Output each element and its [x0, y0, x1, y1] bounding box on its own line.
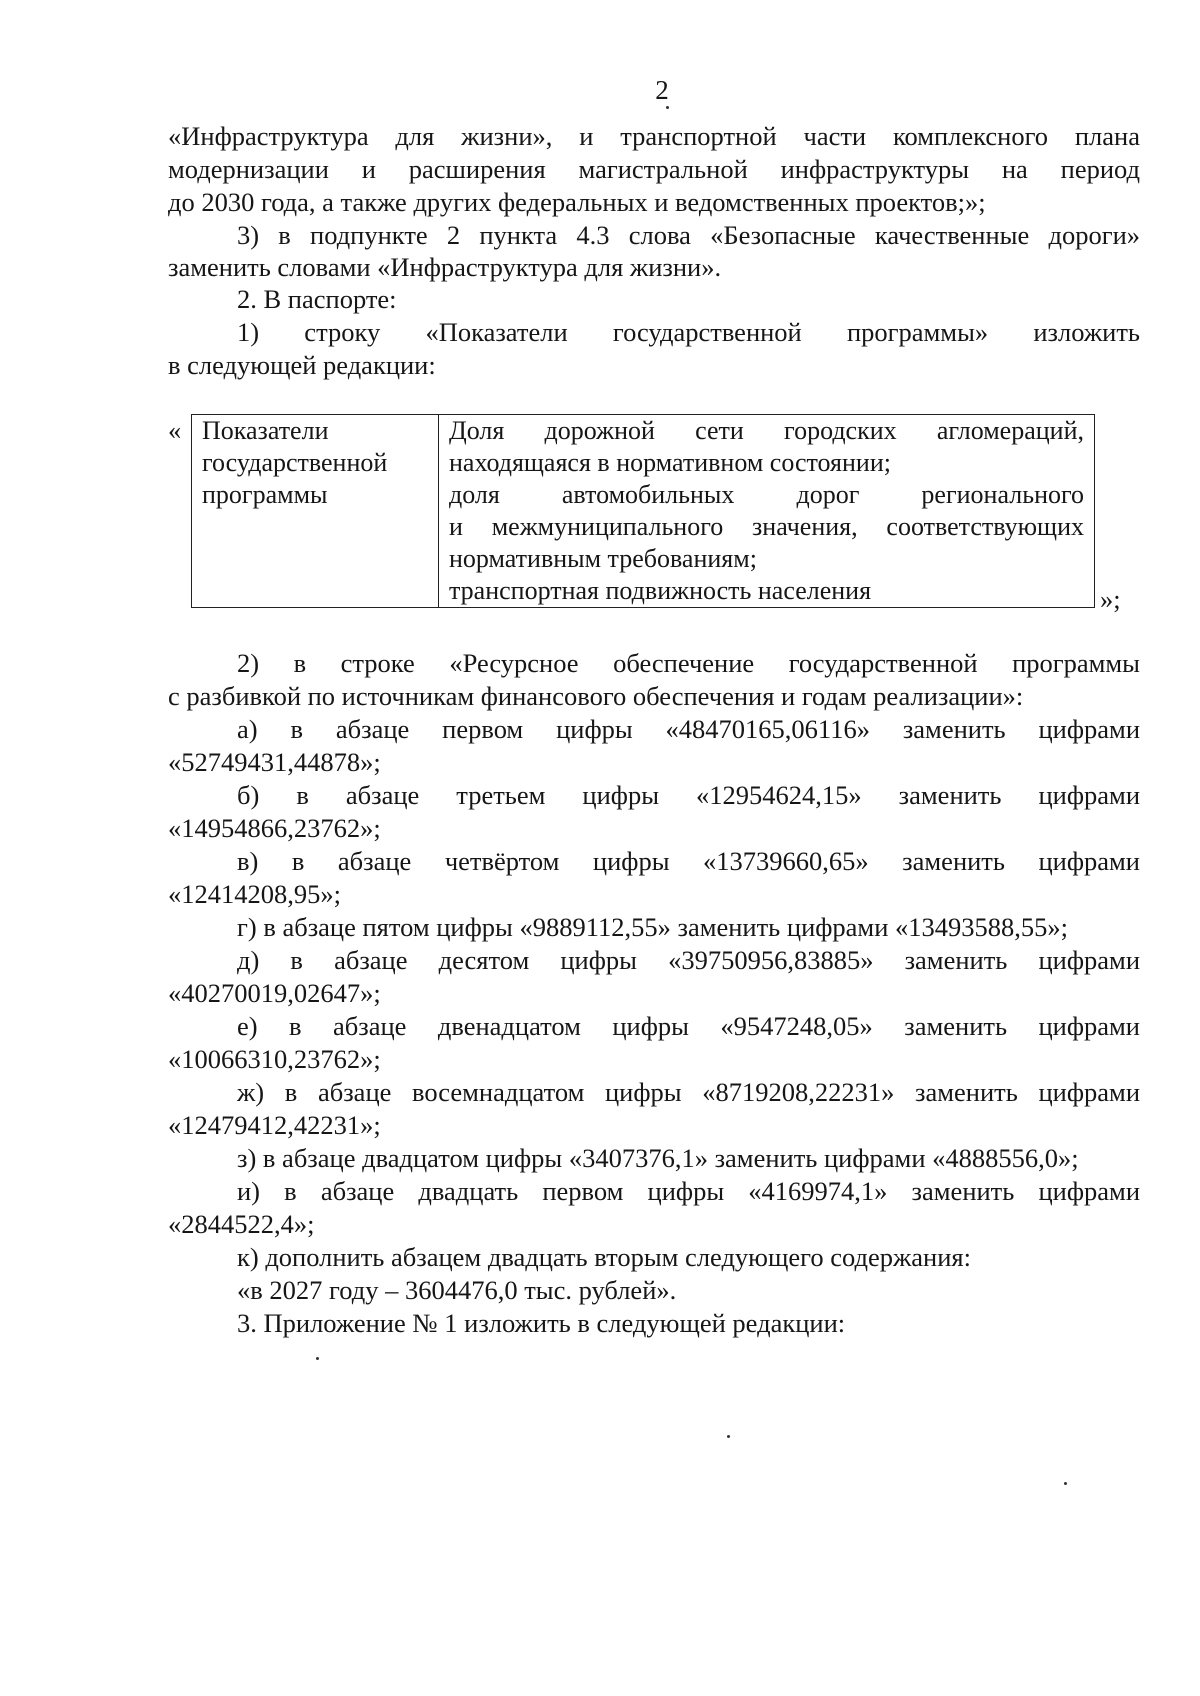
value-line: транспортная подвижность населения: [449, 576, 872, 605]
item2-line: с разбивкой по источникам финансового обеспечения и годам реализации»:: [168, 681, 1024, 711]
item3-line: 3) в подпункте 2 пункта 4.3 слова «Безопасные качественные дороги»: [237, 220, 1140, 250]
subitem-a: а) в абзаце первом цифры «48470165,06116» заменить цифрами: [237, 714, 1140, 744]
section3-heading: 3. Приложение № 1 изложить в следующей редакции:: [237, 1308, 846, 1338]
table-label-cell: [192, 415, 439, 608]
subitem-a-cont: «52749431,44878»;: [168, 747, 381, 777]
intro-line: до 2030 года, а также других федеральных и ведомственных проектов;»;: [168, 187, 986, 217]
subitem-b-cont: «14954866,23762»;: [168, 813, 381, 843]
item1-line: 1) строку «Показатели государственной программы» изложить: [237, 317, 1140, 347]
scan-speck: [1064, 1482, 1067, 1485]
section2-heading: 2. В паспорте:: [237, 284, 397, 314]
table-close-quote: »;: [1100, 584, 1121, 614]
subitem-d-cont: «40270019,02647»;: [168, 978, 381, 1008]
label-line: государственной: [202, 448, 388, 477]
intro-line: модернизации и расширения магистральной инфраструктуры на период: [168, 154, 1140, 184]
subitem-b: б) в абзаце третьем цифры «12954624,15» заменить цифрами: [237, 780, 1140, 810]
subitem-e: е) в абзаце двенадцатом цифры «9547248,05» заменить цифрами: [237, 1011, 1140, 1041]
indicators-table: [191, 414, 1095, 608]
item2-line: 2) в строке «Ресурсное обеспечение государственной программы: [237, 648, 1140, 678]
value-line: доля автомобильных дорог регионального: [449, 480, 1084, 509]
subitem-zh-cont: «12479412,42231»;: [168, 1110, 381, 1140]
subitem-zh: ж) в абзаце восемнадцатом цифры «8719208,22231» заменить цифрами: [237, 1077, 1140, 1107]
label-line: программы: [202, 480, 328, 509]
subitem-d: д) в абзаце десятом цифры «39750956,83885» заменить цифрами: [237, 945, 1140, 975]
intro-line: «Инфраструктура для жизни», и транспортной части комплексного плана: [168, 121, 1140, 151]
subitem-v-cont: «12414208,95»;: [168, 879, 341, 909]
value-line: находящаяся в нормативном состоянии;: [449, 448, 891, 477]
subitem-k-cont: «в 2027 году – 3604476,0 тыс. рублей».: [237, 1275, 677, 1305]
subitem-e-cont: «10066310,23762»;: [168, 1044, 381, 1074]
subitem-v: в) в абзаце четвёртом цифры «13739660,65» заменить цифрами: [237, 846, 1140, 876]
scan-speck: [316, 1357, 319, 1360]
subitem-k: к) дополнить абзацем двадцать вторым следующего содержания:: [237, 1242, 971, 1272]
value-line: и межмуниципального значения, соответствующих: [449, 512, 1084, 541]
scan-speck: [727, 1435, 730, 1438]
table-open-quote: «: [168, 415, 182, 445]
subitem-i-cont: «2844522,4»;: [168, 1209, 315, 1239]
page-number: 2: [655, 75, 669, 105]
value-line: нормативным требованиям;: [449, 544, 757, 573]
table-row: [192, 415, 1095, 608]
item3-line: заменить словами «Инфраструктура для жизни».: [168, 252, 722, 282]
table-value-cell: [439, 415, 1095, 608]
item1-line: в следующей редакции:: [168, 350, 436, 380]
label-line: Показатели: [202, 416, 329, 445]
value-line: Доля дорожной сети городских агломераций,: [449, 416, 1084, 445]
subitem-i: и) в абзаце двадцать первом цифры «4169974,1» заменить цифрами: [237, 1176, 1140, 1206]
scan-speck: [666, 106, 669, 109]
subitem-z: з) в абзаце двадцатом цифры «3407376,1» заменить цифрами «4888556,0»;: [237, 1143, 1079, 1173]
subitem-g: г) в абзаце пятом цифры «9889112,55» заменить цифрами «13493588,55»;: [237, 912, 1068, 942]
